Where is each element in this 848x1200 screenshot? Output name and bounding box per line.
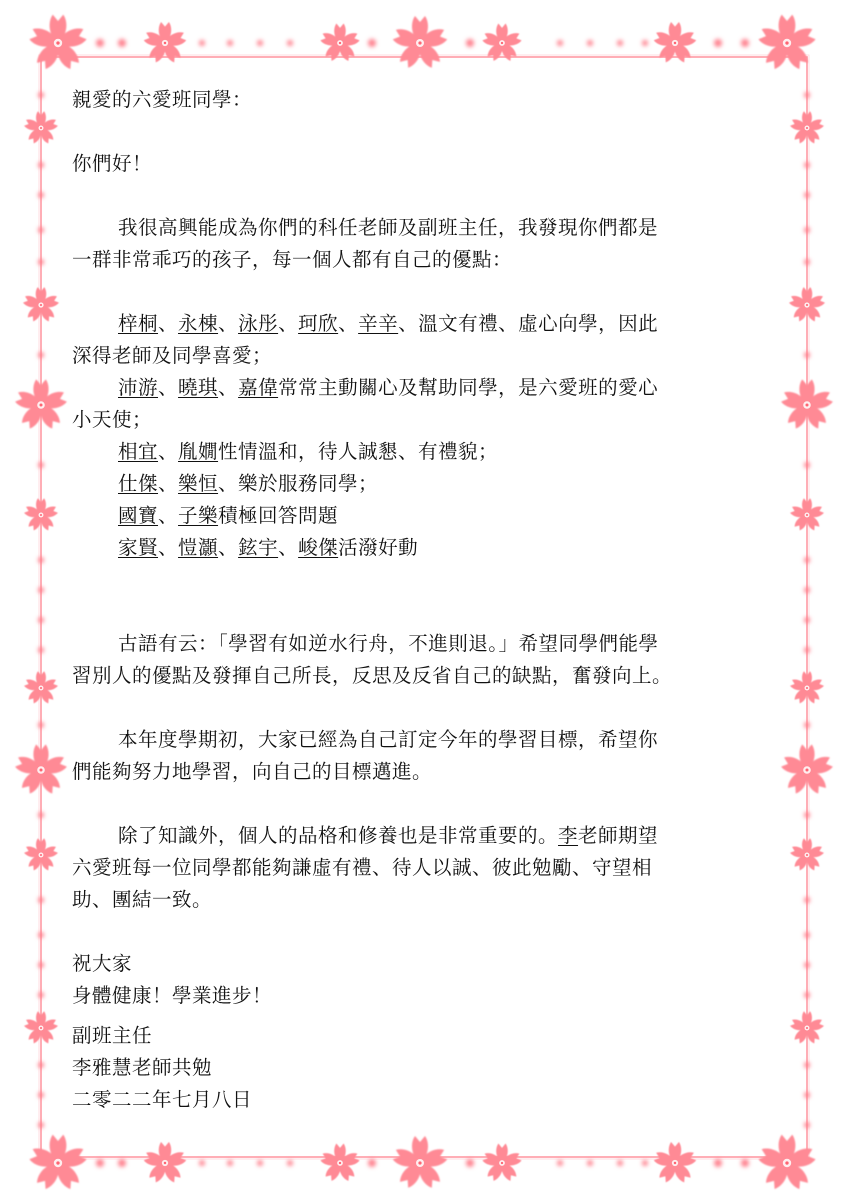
signature-title: 副班主任 [72, 1024, 153, 1047]
merit-text: 、樂於服務同學； [218, 472, 379, 495]
student-name: 泳彤 [238, 312, 279, 335]
signature-date: 二零二二年七月八日 [72, 1088, 253, 1111]
character-line-2: 六愛班每一位同學都能夠謙虛有禮、待人以誠、彼此勉勵、守望相 [72, 856, 653, 879]
teacher-surname: 李 [558, 824, 579, 847]
merit-text: 、溫文有禮、虛心向學，因此 [398, 312, 659, 335]
merit-text: 活潑好動 [338, 536, 419, 559]
top-border-flowers [28, 15, 816, 71]
student-name: 胤嫺 [178, 440, 219, 463]
merit-text: 性情溫和，待人誠懇、有禮貌； [218, 440, 499, 463]
student-name: 鉉宇 [238, 536, 279, 559]
greeting: 親愛的六愛班同學： [72, 88, 253, 111]
merit-text: 常常主動關心及幫助同學，是六愛班的愛心 [278, 376, 659, 399]
student-name: 沛游 [118, 376, 159, 399]
merit-group-1-cont: 深得老師及同學喜愛； [72, 344, 273, 367]
merit-group-4: 仕傑、樂恒、樂於服務同學； [118, 472, 379, 495]
sakura-flower-icon [28, 15, 87, 71]
intro-line-2: 一群非常乖巧的孩子，每一個人都有自己的優點： [72, 248, 513, 271]
closing-wish: 祝大家 [72, 952, 133, 975]
goal-line-2: 們能夠努力地學習，向自己的目標邁進。 [72, 760, 433, 783]
student-name: 國寶 [118, 504, 159, 527]
proverb-line-1: 古語有云：「學習有如逆水行舟，不進則退。」希望同學們能學 [118, 632, 659, 655]
merit-group-3: 相宜、胤嫺性情溫和，待人誠懇、有禮貌； [118, 440, 499, 463]
student-name: 愷灝 [178, 536, 219, 559]
letter-body [72, 84, 776, 1116]
student-name: 梓桐 [118, 312, 159, 335]
merit-group-1: 梓桐、永棟、泳彤、珂欣、辛辛、溫文有禮、虛心向學，因此 [118, 312, 659, 335]
sakura-flower-icon [653, 1142, 697, 1184]
merit-text: 積極回答問題 [218, 504, 339, 527]
student-name: 辛辛 [358, 312, 399, 335]
student-name: 家賢 [118, 536, 159, 559]
bottom-border-flowers [28, 1135, 816, 1191]
merit-group-6: 家賢、愷灝、鉉宇、峻傑活潑好動 [118, 536, 419, 559]
sakura-flower-icon [392, 1136, 448, 1190]
merit-group-2: 沛游、曉琪、嘉偉常常主動關心及幫助同學，是六愛班的愛心 [118, 376, 659, 399]
student-name: 仕傑 [118, 472, 159, 495]
sakura-flower-icon [482, 1144, 523, 1183]
student-name: 曉琪 [178, 376, 219, 399]
sakura-flower-icon [28, 1135, 87, 1191]
student-name: 珂欣 [298, 312, 339, 335]
character-line-1: 除了知識外，個人的品格和修養也是非常重要的。李老師期望 [118, 824, 659, 847]
hello: 你們好！ [72, 152, 153, 175]
sakura-flower-icon [392, 16, 448, 70]
merit-group-5: 國寶、子樂積極回答問題 [118, 504, 339, 527]
student-name: 相宜 [118, 440, 159, 463]
signature-name: 李雅慧老師共勉 [72, 1056, 213, 1079]
student-name: 峻傑 [298, 536, 339, 559]
proverb-line-2: 習別人的優點及發揮自己所長，反思及反省自己的缺點，奮發向上。 [72, 664, 673, 687]
student-name: 子樂 [178, 504, 219, 527]
merit-group-2-cont: 小天使； [72, 408, 153, 431]
closing-blessing: 身體健康！學業進步！ [72, 984, 273, 1007]
sakura-flower-icon [757, 15, 816, 71]
sakura-flower-icon [320, 1144, 361, 1183]
sakura-flower-icon [143, 1142, 187, 1184]
goal-line-1: 本年度學期初，大家已經為自己訂定今年的學習目標，希望你 [118, 728, 659, 751]
student-name: 永棟 [178, 312, 219, 335]
student-name: 嘉偉 [238, 376, 279, 399]
character-line-3: 助、團結一致。 [72, 888, 213, 911]
student-name: 樂恒 [178, 472, 219, 495]
intro-line-1: 我很高興能成為你們的科任老師及副班主任，我發現你們都是 [118, 216, 659, 239]
